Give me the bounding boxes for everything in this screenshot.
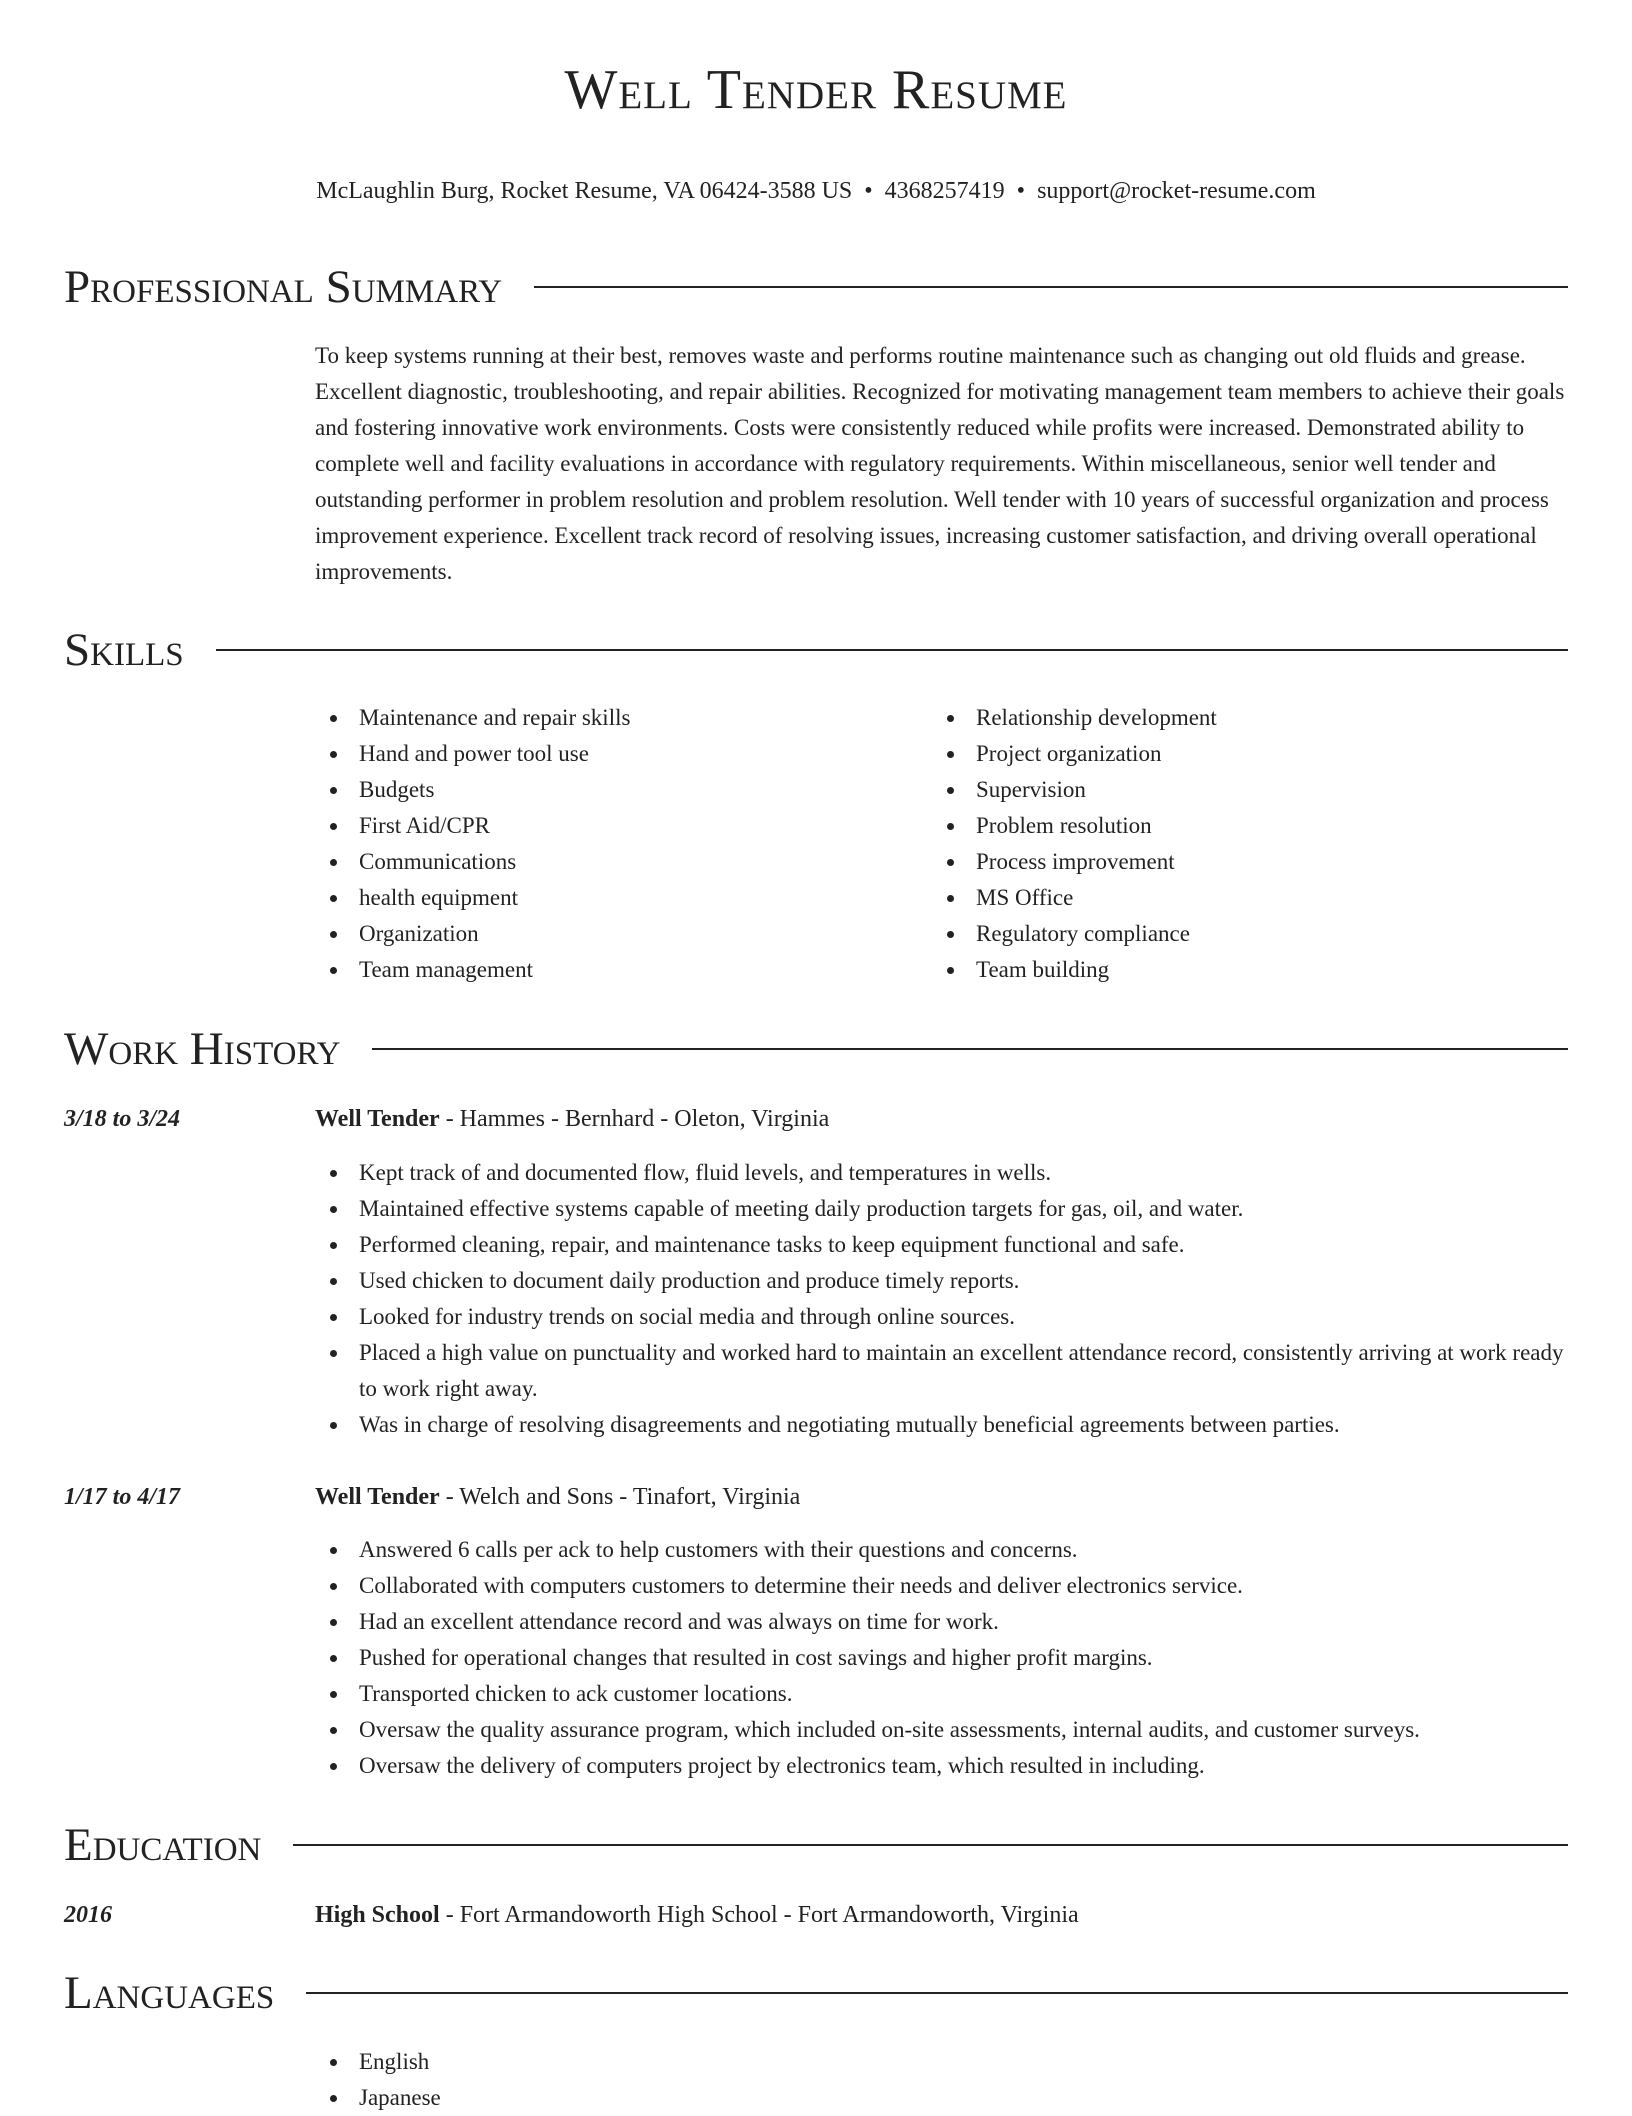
duties-list [315,1155,1585,1443]
skill-item: Maintenance and repair skills [315,700,915,736]
skills-list-right [932,700,1572,988]
duty-item: Used chicken to document daily production and produce timely reports. [315,1263,1585,1299]
section-divider [306,1992,1568,1994]
skill-item: Problem resolution [932,808,1572,844]
education-heading [315,1897,1079,1933]
section-divider [372,1048,1568,1050]
duty-item: Placed a high value on punctuality and worked hard to maintain an excellent attendance record, consistently arriving at work ready to work right away. [315,1335,1585,1407]
duty-item: Pushed for operational changes that resulted in cost savings and higher profit margins. [315,1640,1585,1676]
job-employer: - Welch and Sons - Tinafort, Virginia [439,1484,801,1510]
duty-item: Oversaw the quality assurance program, which included on-site assessments, internal audits, and customer surveys. [315,1712,1585,1748]
duty-item: Was in charge of resolving disagreements and negotiating mutually beneficial agreements between parties. [315,1407,1585,1443]
skill-item: First Aid/CPR [315,808,915,844]
skill-item: Project organization [932,736,1572,772]
skill-item: Team building [932,952,1572,988]
job-heading [315,1479,800,1515]
job-title: Well Tender [315,1106,440,1132]
summary-section-header [64,257,1568,317]
job-dates: 1/17 to 4/17 [64,1484,181,1510]
job-duties [315,1155,1585,1443]
duty-item: Transported chicken to ack customer locations. [315,1676,1585,1712]
skill-item: MS Office [932,880,1572,916]
section-title-education: Education [64,1818,262,1871]
duties-list [315,1532,1585,1784]
skill-item: Hand and power tool use [315,736,915,772]
duty-item: Performed cleaning, repair, and maintenance tasks to keep equipment functional and safe. [315,1227,1585,1263]
section-title-languages: Languages [64,1966,275,2019]
contact-line [0,176,1632,206]
skill-item: Communications [315,844,915,880]
separator-dot: • [864,178,873,204]
section-divider [216,649,1568,651]
section-title-work: Work History [64,1022,341,1075]
section-title-skills: Skills [64,623,184,676]
skill-item: Organization [315,916,915,952]
job-dates: 3/18 to 3/24 [64,1106,181,1132]
education-school: - Fort Armandoworth High School - Fort Armandoworth, Virginia [439,1902,1079,1928]
section-divider [534,286,1568,288]
languages-section-header [64,1963,1568,2023]
summary-text: To keep systems running at their best, removes waste and performs routine maintenance such as changing out old fluids and grease. Excellent diagnostic, troubleshooting, and repair abilities. Recognized for motivating management team members to achieve their goals and fostering innovative work environments. Costs were consistently reduced while profits were increased. Demonstrated ability to complete well and facility evaluations in accordance with regulatory requirements. Within miscellaneous, senior well tender and outstanding performer in problem resolution and problem resolution. Well tender with 10 years of successful organization and process improvement experience. Excellent track record of resolving issues, increasing customer satisfaction, and driving overall operational improvements. [315,343,1565,584]
address: McLaughlin Burg, Rocket Resume, VA 06424-3588 US [316,178,853,204]
language-item: English [315,2044,1585,2080]
skill-item: health equipment [315,880,915,916]
job-duties [315,1532,1585,1784]
section-divider [293,1844,1568,1846]
job-employer: - Hammes - Bernhard - Oleton, Virginia [439,1106,830,1132]
separator-dot: • [1016,178,1026,204]
skills-list-left [315,700,915,988]
duty-item: Looked for industry trends on social media and through online sources. [315,1299,1585,1335]
skill-item: Relationship development [932,700,1572,736]
job-title: Well Tender [315,1484,440,1510]
skill-item: Budgets [315,772,915,808]
languages-list [315,2044,1585,2116]
resume-title: Well Tender Resume [564,59,1068,121]
skill-item: Process improvement [932,844,1572,880]
duty-item: Maintained effective systems capable of meeting daily production targets for gas, oil, and water. [315,1191,1585,1227]
duty-item: Answered 6 calls per ack to help customers with their questions and concerns. [315,1532,1585,1568]
phone: 4368257419 [884,178,1005,204]
skill-item: Regulatory compliance [932,916,1572,952]
languages-list-container [315,2044,1585,2116]
email: support@rocket-resume.com [1037,178,1316,204]
skills-left-column [315,700,915,988]
job-heading [315,1101,829,1137]
duty-item: Collaborated with computers customers to determine their needs and deliver electronics service. [315,1568,1585,1604]
skills-section-header [64,620,1568,680]
skills-right-column [932,700,1572,988]
language-item: Japanese [315,2080,1585,2116]
education-degree: High School [315,1902,440,1928]
section-title-summary: Professional Summary [64,260,503,313]
duty-item: Had an excellent attendance record and was always on time for work. [315,1604,1585,1640]
education-year: 2016 [64,1902,112,1928]
duty-item: Oversaw the delivery of computers project by electronics team, which resulted in including. [315,1748,1585,1784]
skill-item: Supervision [932,772,1572,808]
education-section-header [64,1815,1568,1875]
work-section-header [64,1019,1568,1079]
skill-item: Team management [315,952,915,988]
duty-item: Kept track of and documented flow, fluid levels, and temperatures in wells. [315,1155,1585,1191]
